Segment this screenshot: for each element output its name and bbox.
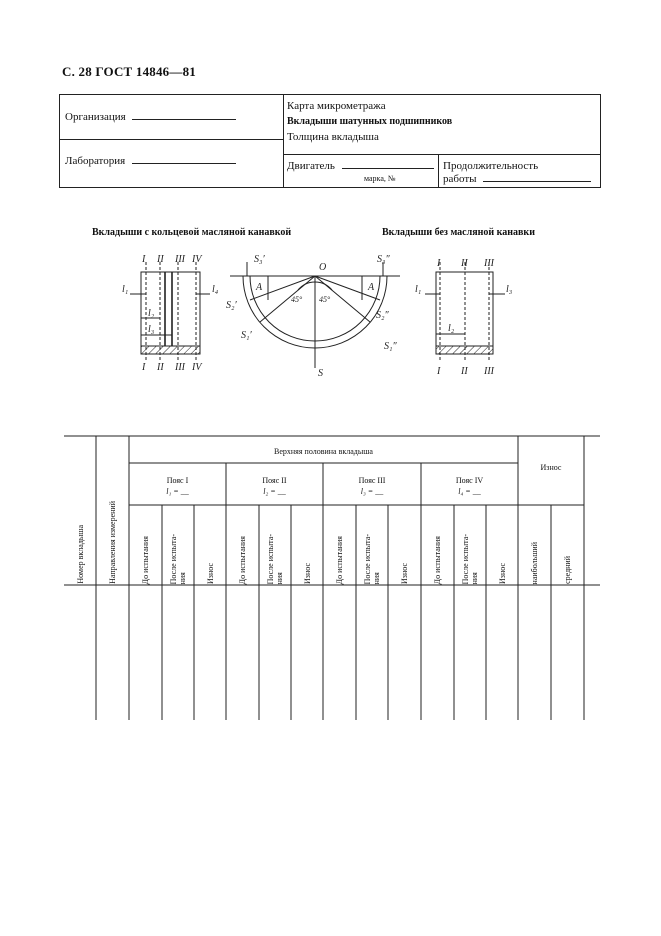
belt-3-before-header: До испытания	[335, 535, 344, 584]
label-S2-prime: S₂′	[226, 300, 237, 311]
dim-l4-left: l₄	[212, 284, 219, 295]
laboratory-label: Лаборатория	[65, 155, 236, 167]
dim-l3-right: l₃	[506, 284, 513, 295]
zone-label-right-I-top: I	[437, 258, 441, 269]
zone-label-III-top: III	[175, 254, 185, 265]
zone-label-I-top: I	[142, 254, 146, 265]
label-S2-double: S₂″	[376, 310, 389, 321]
zone-label-right-III-bottom: III	[484, 366, 494, 377]
zone-label-IV-bottom: IV	[192, 362, 202, 373]
duration-label-2: работы	[443, 173, 591, 185]
semicircle-view	[230, 262, 400, 368]
belt-4-wear-header: Износ	[497, 563, 507, 584]
dim-l1-left: l₁	[122, 284, 129, 295]
zone-label-right-III-top: III	[484, 258, 494, 269]
card-subject: Вкладыши шатунных подшипников	[287, 116, 453, 127]
engine-sublabel: марка, №	[364, 174, 396, 183]
figure-title-left: Вкладыши с кольцевой масляной канавкой	[92, 227, 292, 238]
upper-half-header: Верхняя половина вкладыша	[274, 447, 373, 456]
engine-label: Двигатель	[287, 160, 434, 172]
belt-3-after-header: После испыта- ния	[363, 533, 381, 584]
col-direction-header: Направления измерений	[108, 501, 117, 584]
card-title: Карта микрометража	[287, 100, 386, 112]
wear-max-header: наибольший	[530, 541, 539, 584]
duration-label-1: Продолжительность	[443, 160, 539, 172]
figure-title-right: Вкладыши без масляной канавки	[382, 227, 535, 238]
belt-2-before-header: До испытания	[238, 535, 247, 584]
dim-l3-left: l₃	[148, 324, 155, 335]
belt-4-header: Пояс IV l₄ = __	[455, 476, 484, 496]
grooved-bearing-view	[130, 262, 210, 362]
dim-l2-right: l₂	[448, 323, 455, 334]
belt-1-before-header: До испытания	[141, 535, 150, 584]
dim-l2-left: l₂	[148, 308, 155, 319]
belt-2-header: Пояс II l₂ = __	[262, 476, 287, 496]
zone-label-IV-top: IV	[192, 254, 202, 265]
label-S1-prime: S₁′	[241, 330, 252, 341]
zone-label-right-I-bottom: I	[437, 366, 441, 377]
belt-2-wear-header: Износ	[302, 563, 312, 584]
belt-4-after-header: После испыта- ния	[461, 533, 479, 584]
dim-l1-right: l₁	[415, 284, 422, 295]
bearing-drawings	[0, 0, 661, 400]
plain-bearing-view	[425, 262, 505, 362]
belt-2-after-header: После испыта- ния	[266, 533, 284, 584]
zone-label-II-top: II	[157, 254, 164, 265]
label-S1-double: S₁″	[384, 341, 397, 352]
belt-1-header: Пояс I l₁ = __	[166, 476, 189, 496]
belt-3-header: Пояс III l₃ = __	[358, 476, 386, 496]
card-param: Толщина вкладыша	[287, 131, 379, 143]
label-S3-prime: S₃′	[254, 254, 265, 265]
zone-label-III-bottom: III	[175, 362, 185, 373]
angle-right: 45°	[319, 295, 331, 304]
zone-label-right-II-top: II	[461, 258, 468, 269]
label-S3-double: S₃″	[377, 254, 390, 265]
page-header: С. 28 ГОСТ 14846—81	[62, 64, 196, 79]
wear-avg-header: средний	[563, 556, 572, 584]
point-O: O	[319, 262, 327, 273]
col-number-header: Номер вкладыша	[75, 525, 85, 584]
belt-4-before-header: До испытания	[433, 535, 442, 584]
angle-left: 45°	[291, 295, 303, 304]
zone-label-II-bottom: II	[157, 362, 164, 373]
dim-A-left: A	[256, 282, 263, 293]
belt-1-wear-header: Износ	[205, 563, 215, 584]
wear-header: Износ	[540, 463, 562, 472]
organization-label: Организация	[65, 111, 236, 123]
belt-1-after-header: После испыта- ния	[169, 533, 187, 584]
point-S: S	[318, 368, 323, 379]
belt-3-wear-header: Износ	[400, 563, 409, 584]
zone-label-right-II-bottom: II	[461, 366, 468, 377]
zone-label-I-bottom: I	[142, 362, 146, 373]
dim-A-right: A	[368, 282, 375, 293]
